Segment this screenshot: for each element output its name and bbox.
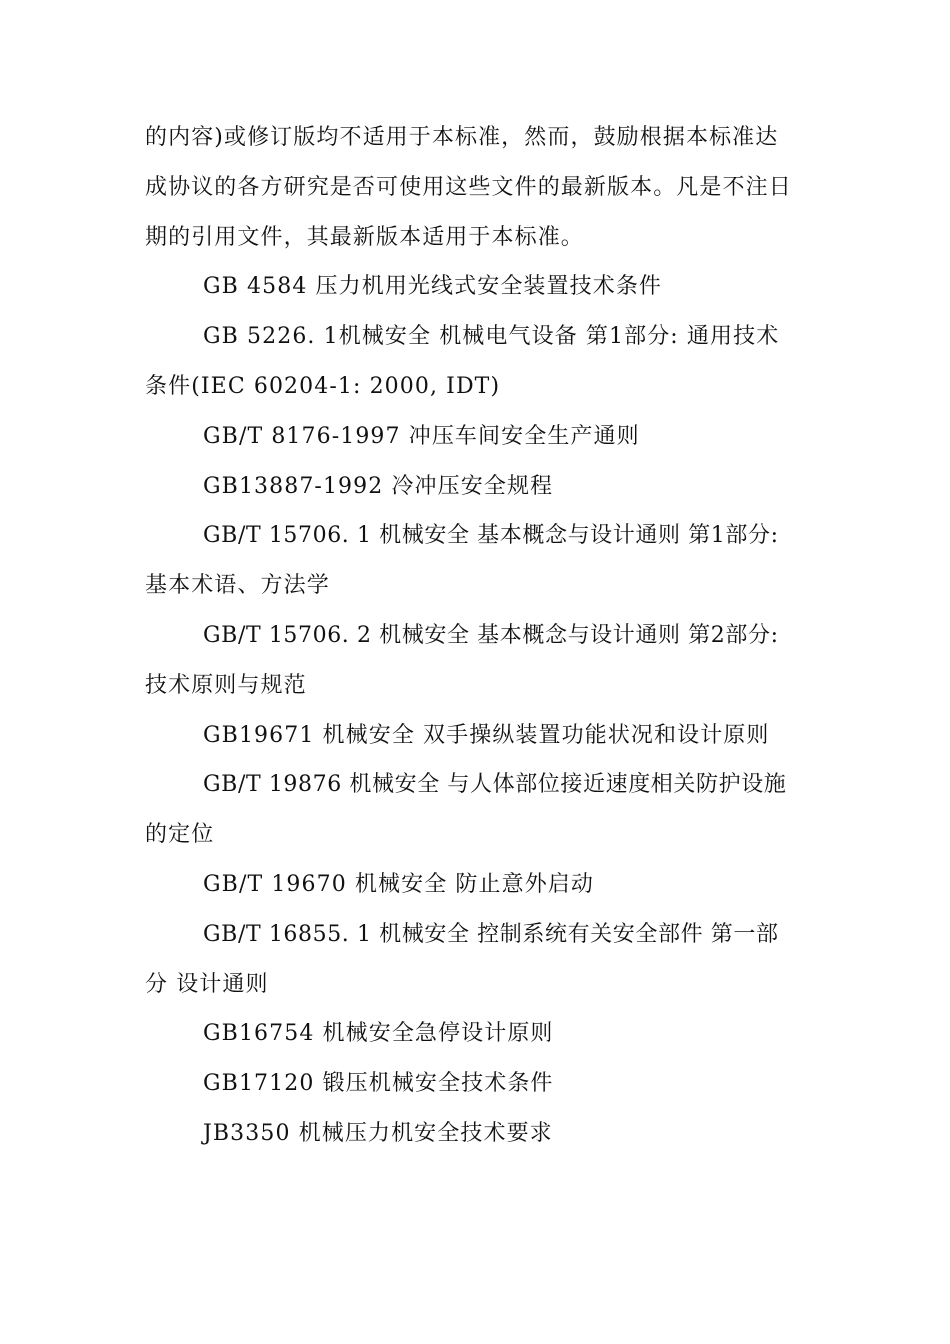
reference-item-gb5226-1: GB 5226. 1机械安全 机械电气设备 第1部分: 通用技术 xyxy=(203,324,780,350)
reference-item-gbt8176: GB/T 8176-1997 冲压车间安全生产通则 xyxy=(203,423,640,449)
reference-item-gbt15706-1: GB/T 15706. 1 机械安全 基本概念与设计通则 第1部分: xyxy=(203,523,779,549)
intro-line: 成协议的各方研究是否可使用这些文件的最新版本。凡是不注日 xyxy=(145,174,792,200)
reference-item-gb5226-1-continued: 条件(IEC 60204-1: 2000, IDT) xyxy=(145,373,501,399)
reference-item-gb16754: GB16754 机械安全急停设计原则 xyxy=(203,1021,554,1047)
reference-item-gbt15706-1-continued: 基本术语、方法学 xyxy=(145,573,330,599)
reference-item-gbt19876-continued: 的定位 xyxy=(145,822,215,848)
reference-item-gb19671: GB19671 机械安全 双手操纵装置功能状况和设计原则 xyxy=(203,722,770,748)
reference-item-gbt19876: GB/T 19876 机械安全 与人体部位接近速度相关防护设施 xyxy=(203,772,787,798)
reference-item-gbt19670: GB/T 19670 机械安全 防止意外启动 xyxy=(203,871,594,897)
intro-line: 的内容)或修订版均不适用于本标准，然而，鼓励根据本标准达 xyxy=(145,125,779,150)
reference-item-gb13887: GB13887-1992 冷冲压安全规程 xyxy=(203,473,554,499)
reference-item-gb17120: GB17120 锻压机械安全技术条件 xyxy=(203,1071,554,1097)
document-body xyxy=(145,113,810,1159)
intro-line: 期的引用文件，其最新版本适用于本标准。 xyxy=(145,224,584,250)
reference-item-gbt15706-2: GB/T 15706. 2 机械安全 基本概念与设计通则 第2部分: xyxy=(203,622,779,648)
reference-item-gb4584: GB 4584 压力机用光线式安全装置技术条件 xyxy=(203,274,663,300)
reference-item-gbt15706-2-continued: 技术原则与规范 xyxy=(145,672,307,698)
reference-item-gbt16855-1-continued: 分 设计通则 xyxy=(145,971,269,997)
reference-item-gbt16855-1: GB/T 16855. 1 机械安全 控制系统有关安全部件 第一部 xyxy=(203,921,779,947)
reference-item-jb3350: JB3350 机械压力机安全技术要求 xyxy=(203,1120,553,1146)
